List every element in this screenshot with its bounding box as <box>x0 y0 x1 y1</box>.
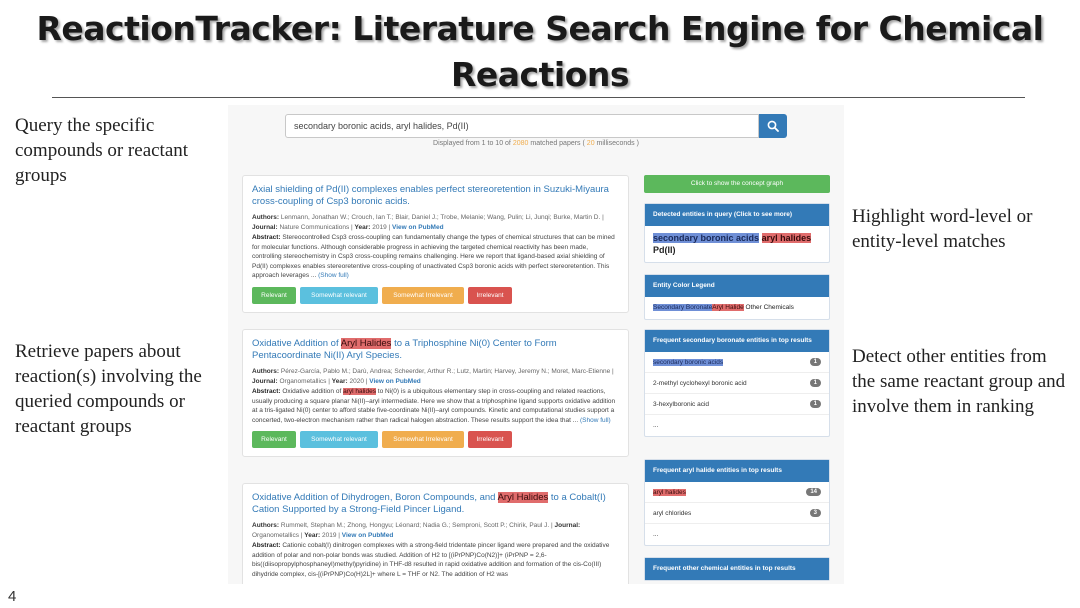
entity-pd-ii: Pd(II) <box>653 245 676 255</box>
entity-legend-heading: Entity Color Legend <box>645 275 829 297</box>
entity-highlight: aryl halides <box>343 388 376 395</box>
view-on-pubmed-link[interactable]: View on PubMed <box>392 223 444 231</box>
boronate-entities-panel <box>644 329 830 437</box>
note-query: Query the specific compounds or reactant groups <box>15 115 189 186</box>
search-button[interactable] <box>759 114 787 138</box>
result-card <box>242 483 629 584</box>
entity-aryl-halides: aryl halides <box>761 233 812 243</box>
list-item: ... <box>653 531 659 538</box>
results-summary: Displayed from 1 to 10 of 2080 matched papers ( 20 milliseconds ) <box>433 140 639 147</box>
other-entities-heading: Frequent other chemical entities in top results <box>645 558 829 580</box>
show-full-link[interactable]: (Show full) <box>579 416 611 424</box>
detected-entities-heading[interactable]: Detected entities in query (Click to see more) <box>645 204 829 226</box>
detected-entities-panel <box>644 203 830 263</box>
slide-title: ReactionTracker: Literature Search Engine for Chemical Reactions <box>36 9 1044 94</box>
view-on-pubmed-link[interactable]: View on PubMed <box>369 377 421 385</box>
other-entities-panel <box>644 557 830 581</box>
list-item[interactable]: 3-hexylboronic acid 1 <box>645 394 829 415</box>
relevant-button[interactable]: Relevant <box>252 287 296 304</box>
result-card <box>242 329 629 457</box>
entity-legend-panel <box>644 274 830 320</box>
list-item[interactable]: aryl chlorides 3 <box>645 503 829 524</box>
page-number: 4 <box>8 588 17 605</box>
count-badge: 1 <box>810 400 821 408</box>
note-retrieve: Retrieve papers about reaction(s) involving the queried compounds or reactant groups <box>15 341 202 437</box>
show-full-link[interactable]: (Show full) <box>318 272 349 279</box>
somewhat-relevant-button[interactable]: Somewhat relevant <box>300 431 378 448</box>
search-input[interactable] <box>285 114 759 138</box>
legend-secondary-boronate: Secondary Boronate <box>653 304 713 311</box>
list-item: ... <box>653 422 659 429</box>
reactiontracker-screenshot <box>228 105 844 584</box>
count-badge: 1 <box>810 358 821 366</box>
result-meta: Authors: Pérez-García, Pablo M.; Darù, Andrea; Scheerder, Arthur R.; Lutz, Martin; Harvey, Jeremy N.; Moret, Marc-Etienne | Journal: Organometallics | Year: 2020 | View on PubMed <box>252 368 614 385</box>
aryl-halide-entities-panel <box>644 459 830 546</box>
count-badge: 1 <box>810 379 821 387</box>
somewhat-irrelevant-button[interactable]: Somewhat Irrelevant <box>382 431 464 448</box>
result-title-link[interactable]: Oxidative Addition of Dihydrogen, Boron Compounds, and Aryl Halides to a Cobalt(I) Cation Supported by a Strong-Field Pincer Ligand. <box>252 492 606 515</box>
entity-highlight: Aryl Halides <box>497 492 549 503</box>
relevant-button[interactable]: Relevant <box>252 431 296 448</box>
view-on-pubmed-link[interactable]: View on PubMed <box>341 531 394 539</box>
result-abstract: Abstract: Cationic cobalt(I) dinitrogen complexes with a strong-field tridentate pincer ligand were prepared and the oxidative addition of polar and non-polar bonds was studied. Addition of H2 to [(iPrPNP)Co(N2)]+ (iPrPNP = 2,6-bis((diisopropylphosphaneyl)methyl)pyridine) in THF-d8 resulted in rapid oxidative addition and formation of the cis-Co(III) dihydride complex, cis-[(iPrPNP)Co(H)2L]+ where L = THF or N2. The addition of H2 was <box>252 542 610 578</box>
irrelevant-button[interactable]: Irrelevant <box>468 287 512 304</box>
feedback-buttons <box>252 431 619 448</box>
title-divider <box>52 97 1025 98</box>
note-detect: Detect other entities from the same reactant group and involve them in ranking <box>852 346 1066 417</box>
somewhat-relevant-button[interactable]: Somewhat relevant <box>300 287 378 304</box>
note-highlight: Highlight word-level or entity-level matches <box>852 206 1033 252</box>
legend-other-chemicals: Other Chemicals <box>745 304 794 311</box>
aryl-halide-entities-heading: Frequent aryl halide entities in top results <box>645 460 829 482</box>
list-item[interactable]: aryl halides 14 <box>645 482 829 503</box>
boronate-entities-heading: Frequent secondary boronate entities in top results <box>645 330 829 352</box>
elapsed-ms: 20 <box>586 140 595 147</box>
matched-count: 2080 <box>512 140 529 147</box>
entity-highlight: Aryl Halides <box>340 338 392 349</box>
list-item[interactable]: 2-methyl cyclohexyl boronic acid 1 <box>645 373 829 394</box>
concept-graph-button[interactable]: Click to show the concept graph <box>644 175 830 193</box>
result-meta: Authors: Lenmann, Jonathan W.; Crouch, Ian T.; Blair, Daniel J.; Trobe, Melanie; Wang, Pulin; Li, Junqi; Burke, Martin D. | Journal: Nature Communications | Year: 2019 | View on PubMed <box>252 214 604 231</box>
search-icon <box>767 120 779 132</box>
irrelevant-button[interactable]: Irrelevant <box>468 431 512 448</box>
feedback-buttons <box>252 287 619 304</box>
entity-secondary-boronic-acids: secondary boronic acids <box>653 233 760 243</box>
result-title-link[interactable]: Axial shielding of Pd(II) complexes enables perfect stereoretention in Suzuki-Miyaura cross-coupling of Csp3 boronic acids. <box>252 184 609 207</box>
result-abstract: Abstract: Stereocontrolled Csp3 cross-coupling can fundamentally change the types of chemical structures that can be mined for molecular functions. Although considerable progress in achieving the targeted chemical reactivity has been made, controlling stereochemistry in Csp3 cross-coupling remains challenging. Here we report that ligand-based axial shielding of Pd(II) complexes enables stereoretentive cross-coupling of unactivated Csp3 boronic acids with perfect stereoretention. This approach leverages ... (Show full) <box>252 234 615 279</box>
result-card <box>242 175 629 313</box>
legend-aryl-halide: Aryl Halide <box>712 304 744 311</box>
detected-entities-list <box>653 232 821 256</box>
somewhat-irrelevant-button[interactable]: Somewhat Irrelevant <box>382 287 464 304</box>
list-item[interactable]: secondary boronic acids 1 <box>645 352 829 373</box>
count-badge: 14 <box>806 488 821 496</box>
count-badge: 3 <box>810 509 821 517</box>
result-meta: Authors: Rummelt, Stephan M.; Zhong, Hongyu; Léonard; Nadia G.; Semproni, Scott P.; Chirik, Paul J. | Journal: Organometallics | Year: 2019 | View on PubMed <box>252 522 581 539</box>
result-title-link[interactable]: Oxidative Addition of Aryl Halides to a Triphosphine Ni(0) Center to Form Pentacoordinate Ni(II) Aryl Species. <box>252 338 557 361</box>
result-abstract: Abstract: Oxidative addition of aryl halides to Ni(0) is a ubiquitous elementary step in cross-coupling and related reactions, usually producing a square planar Ni(II)–aryl intermediate. Here we show that a triphosphine ligand supports oxidative addition at a tris-ligated Ni(0) center to afford stable five-coordinate Ni(II)–aryl compounds. Kinetic and computational studies support a concerted, two-electron mechanism rather than radical halogen abstraction. These results support the idea that ... (Show full) <box>252 388 616 424</box>
